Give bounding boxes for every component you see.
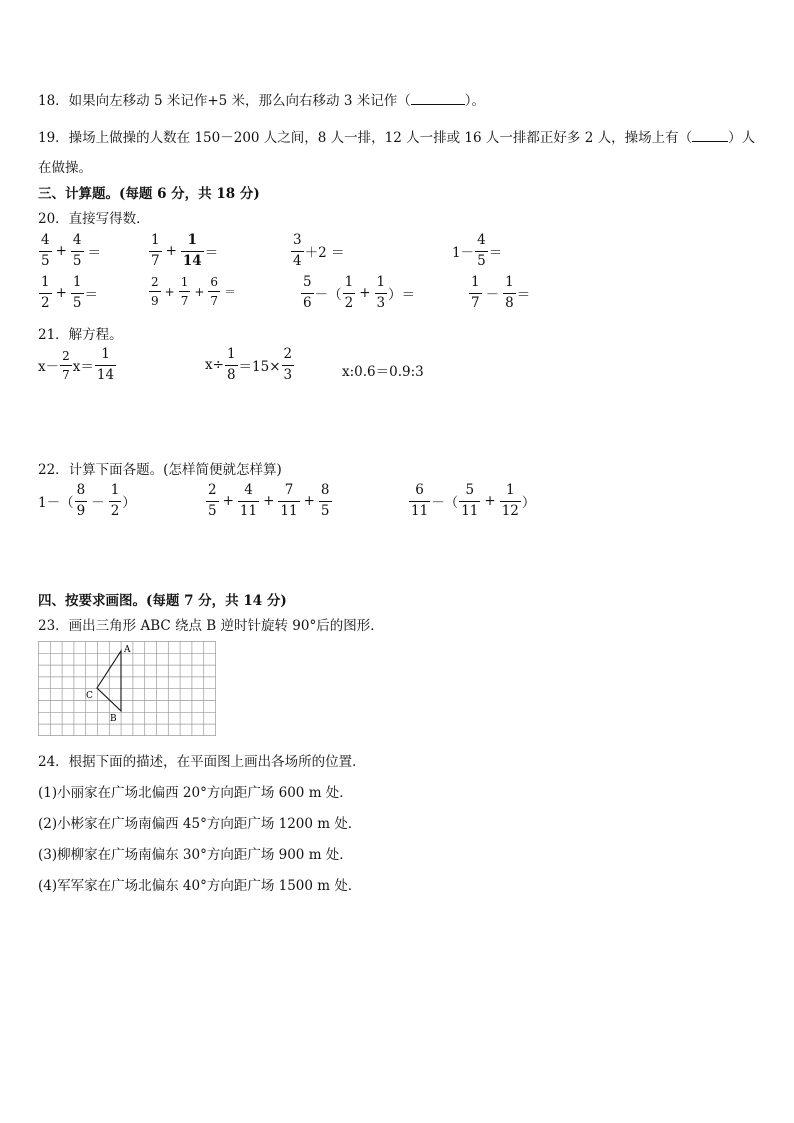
q20-item-3: $\frac{3}{4}$ ＋2 ＝ [293, 232, 345, 269]
question-24-title: 24．根据下面的描述，在平面图上画出各场所的位置． [38, 754, 366, 770]
fraction: $\frac{1}{7}$ [471, 274, 480, 311]
q20-item-5: $\frac{1}{2}$ + $\frac{1}{5}$ ＝ [41, 274, 98, 311]
q22-expr-3: $\frac{6}{11}$ －（ $\frac{5}{11}$ + $\frac{1}{12}$ ） [411, 482, 536, 519]
q20-item-2: $\frac{1}{7}$ + $\frac{1}{14}$ ＝ [151, 232, 219, 269]
fraction: $\frac{1}{2}$ [41, 274, 50, 311]
q21-equation-2: x÷ $\frac{1}{8}$ ＝15× $\frac{2}{3}$ [205, 346, 293, 383]
q21-equation-1: x－ $\frac{2}{7}$ x＝ $\frac{1}{14}$ [38, 346, 115, 383]
q22-expr-1: 1－（ $\frac{8}{9}$ － $\frac{1}{2}$ ） [38, 482, 136, 519]
q24-item-1: (1)小丽家在广场北偏西 20°方向距广场 600 m 处． [38, 785, 353, 801]
fraction: $\frac{4}{11}$ [239, 482, 258, 519]
q20-item-1: $\frac{4}{5}$ + $\frac{4}{5}$ ＝ [41, 232, 101, 269]
fraction: $\frac{6}{7}$ [210, 275, 219, 308]
q20-item-8: $\frac{1}{7}$ － $\frac{1}{8}$ ＝ [471, 274, 531, 311]
q24-item-3: (3)柳柳家在广场南偏东 30°方向距广场 900 m 处． [38, 847, 353, 863]
q21-equation-3: x:0.6＝0.9:3 [342, 364, 424, 380]
q20-item-7: $\frac{5}{6}$ －（ $\frac{1}{2}$ + $\frac{1}{3}$ ）＝ [303, 274, 416, 311]
q20-item-4: 1－ $\frac{4}{5}$ ＝ [452, 232, 503, 269]
question-18: 18．如果向左移动 5 米记作+5 米，那么向右移动 3 米记作（ ）。 [38, 93, 485, 109]
question-19-line2: 在做操。 [38, 160, 92, 176]
question-20-title: 20．直接写得数． [38, 211, 150, 227]
fraction: $\frac{4}{5}$ [477, 232, 486, 269]
fraction: $\frac{3}{4}$ [293, 232, 302, 269]
fraction: $\frac{1}{2}$ [110, 482, 120, 519]
answer-blank[interactable] [411, 104, 465, 105]
question-23-title: 23．画出三角形 ABC 绕点 B 逆时针旋转 90°后的图形． [38, 618, 384, 634]
fraction: $\frac{2}{3}$ [283, 346, 293, 383]
section-4-heading: 四、按要求画图。(每题 7 分，共 14 分) [38, 593, 287, 609]
section-3-heading: 三、计算题。(每题 6 分，共 18 分) [38, 186, 260, 202]
q24-item-4: (4)军军家在广场北偏东 40°方向距广场 1500 m 处． [38, 878, 362, 894]
fraction: $\frac{7}{11}$ [280, 482, 298, 519]
fraction: $\frac{8}{9}$ [76, 482, 86, 519]
fraction: $\frac{5}{6}$ [303, 274, 312, 311]
fraction: $\frac{1}{7}$ [151, 232, 160, 269]
answer-blank[interactable] [692, 141, 728, 142]
fraction: $\frac{6}{11}$ [411, 482, 429, 519]
fraction: $\frac{1}{12}$ [501, 482, 519, 519]
fraction: $\frac{2}{9}$ [151, 275, 159, 308]
question-21-title: 21．解方程。 [38, 327, 123, 343]
question-22-title: 22．计算下面各题。(怎样简便就怎样算) [38, 462, 282, 478]
question-19: 19．操场上做操的人数在 150－200 人之间，8 人一排，12 人一排或 16 人一排都正好多 2 人，操场上有（ ）人 [38, 130, 756, 146]
q24-item-2: (2)小彬家在广场南偏西 45°方向距广场 1200 m 处． [38, 816, 362, 832]
fraction: $\frac{4}{5}$ [41, 232, 50, 269]
fraction: $\frac{1}{3}$ [376, 274, 386, 311]
label-c: C [86, 691, 93, 701]
fraction: $\frac{1}{14}$ [182, 232, 202, 269]
fraction: $\frac{2}{5}$ [208, 482, 217, 519]
fraction: $\frac{1}{2}$ [344, 274, 354, 311]
label-b: B [110, 714, 117, 724]
triangle-grid[interactable] [38, 641, 216, 736]
fraction: $\frac{1}{5}$ [72, 274, 82, 311]
fraction: $\frac{1}{8}$ [505, 274, 514, 311]
fraction: $\frac{5}{11}$ [461, 482, 479, 519]
fraction: $\frac{2}{7}$ [62, 348, 70, 382]
fraction: $\frac{1}{8}$ [226, 346, 236, 383]
fraction: $\frac{1}{7}$ [180, 275, 189, 308]
fraction: $\frac{4}{5}$ [72, 232, 82, 269]
label-a: A [124, 645, 131, 655]
fraction: $\frac{8}{5}$ [320, 482, 330, 519]
fraction: $\frac{1}{14}$ [96, 346, 115, 383]
q20-item-6: $\frac{2}{9}$ + $\frac{1}{7}$ + $\frac{6}{7}$ ＝ [151, 275, 237, 308]
q22-expr-2: $\frac{2}{5}$ + $\frac{4}{11}$ + $\frac{7}{11}$ + $\frac{8}{5}$ [208, 482, 330, 519]
